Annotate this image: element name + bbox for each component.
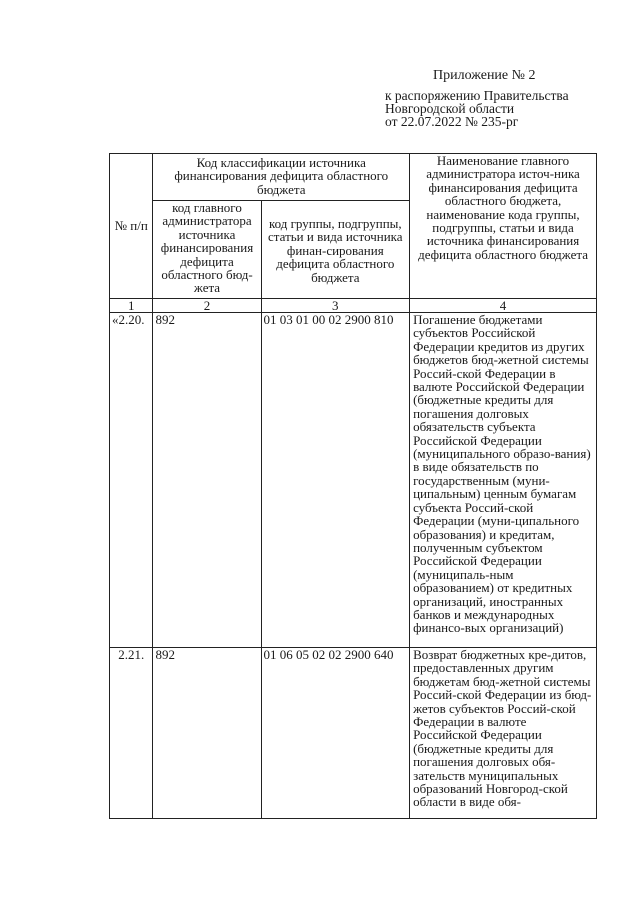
row-admin-code: 892 [153,313,261,648]
column-number: 3 [261,299,410,313]
column-number: 1 [110,299,153,313]
row-number: «2.20. [110,313,153,648]
table-row [110,313,597,648]
row-number: 2.21. [110,648,153,819]
column-group-header-code: Код классификации источника финансирования дефицита областного бюджета [153,154,410,201]
order-reference-line-2: Новгородской области [385,101,515,116]
column-header-number: № п/п [110,154,153,299]
column-header-group-code: код группы, подгруппы, статьи и вида источника финан-сирования дефицита областного бюджета [261,201,410,299]
table-header-row [110,154,597,201]
sources-table [109,153,597,819]
row-source-code: 01 03 01 00 02 2900 810 [261,313,410,648]
column-number-row [110,299,597,313]
order-reference-line-3: от 22.07.2022 № 235-рг [385,114,519,129]
column-header-name: Наименование главного администратора источ-ника финансирования дефицита областного бюджета, наименование кода группы, подгруппы, статьи и вида источника финансирования дефицита областного бюджета [410,154,597,299]
row-name: Возврат бюджетных кре-дитов, предоставленных другим бюджетам бюд-жетной системы Россий-ской Федерации из бюд-жетов субъектов Россий-ской Федерации в валюте Российской Федерации (бюджетные кредиты для погашения долговых обя-зательств муниципальных образований Новгород-ской области в виде обя- [410,648,597,819]
column-number: 4 [410,299,597,313]
appendix-title: Приложение № 2 [433,68,536,83]
table-row [110,648,597,819]
row-source-code: 01 06 05 02 02 2900 640 [261,648,410,819]
order-reference-line-1: к распоряжению Правительства [385,88,569,103]
column-number: 2 [153,299,261,313]
row-name: Погашение бюджетами субъектов Российской Федерации кредитов из других бюджетов бюд-жетной системы Россий-ской Федерации в валюте Российской Федерации (бюджетные кредиты для погашения долговых обязательств субъекта Российской Федерации (муниципального образо-вания) в виде обязательств по государственным (муни-ципальным) ценным бумагам субъекта Россий-ской Федерации (муни-ципального образования) и кредитам, полученным субъектом Российской Федерации (муниципаль-ным образованием) от кредитных организаций, иностранных банков и международных финансо-вых организаций) [410,313,597,648]
row-admin-code: 892 [153,648,261,819]
column-header-admin-code: код главного администратора источника финансирования дефицита областного бюд-жета [153,201,261,299]
